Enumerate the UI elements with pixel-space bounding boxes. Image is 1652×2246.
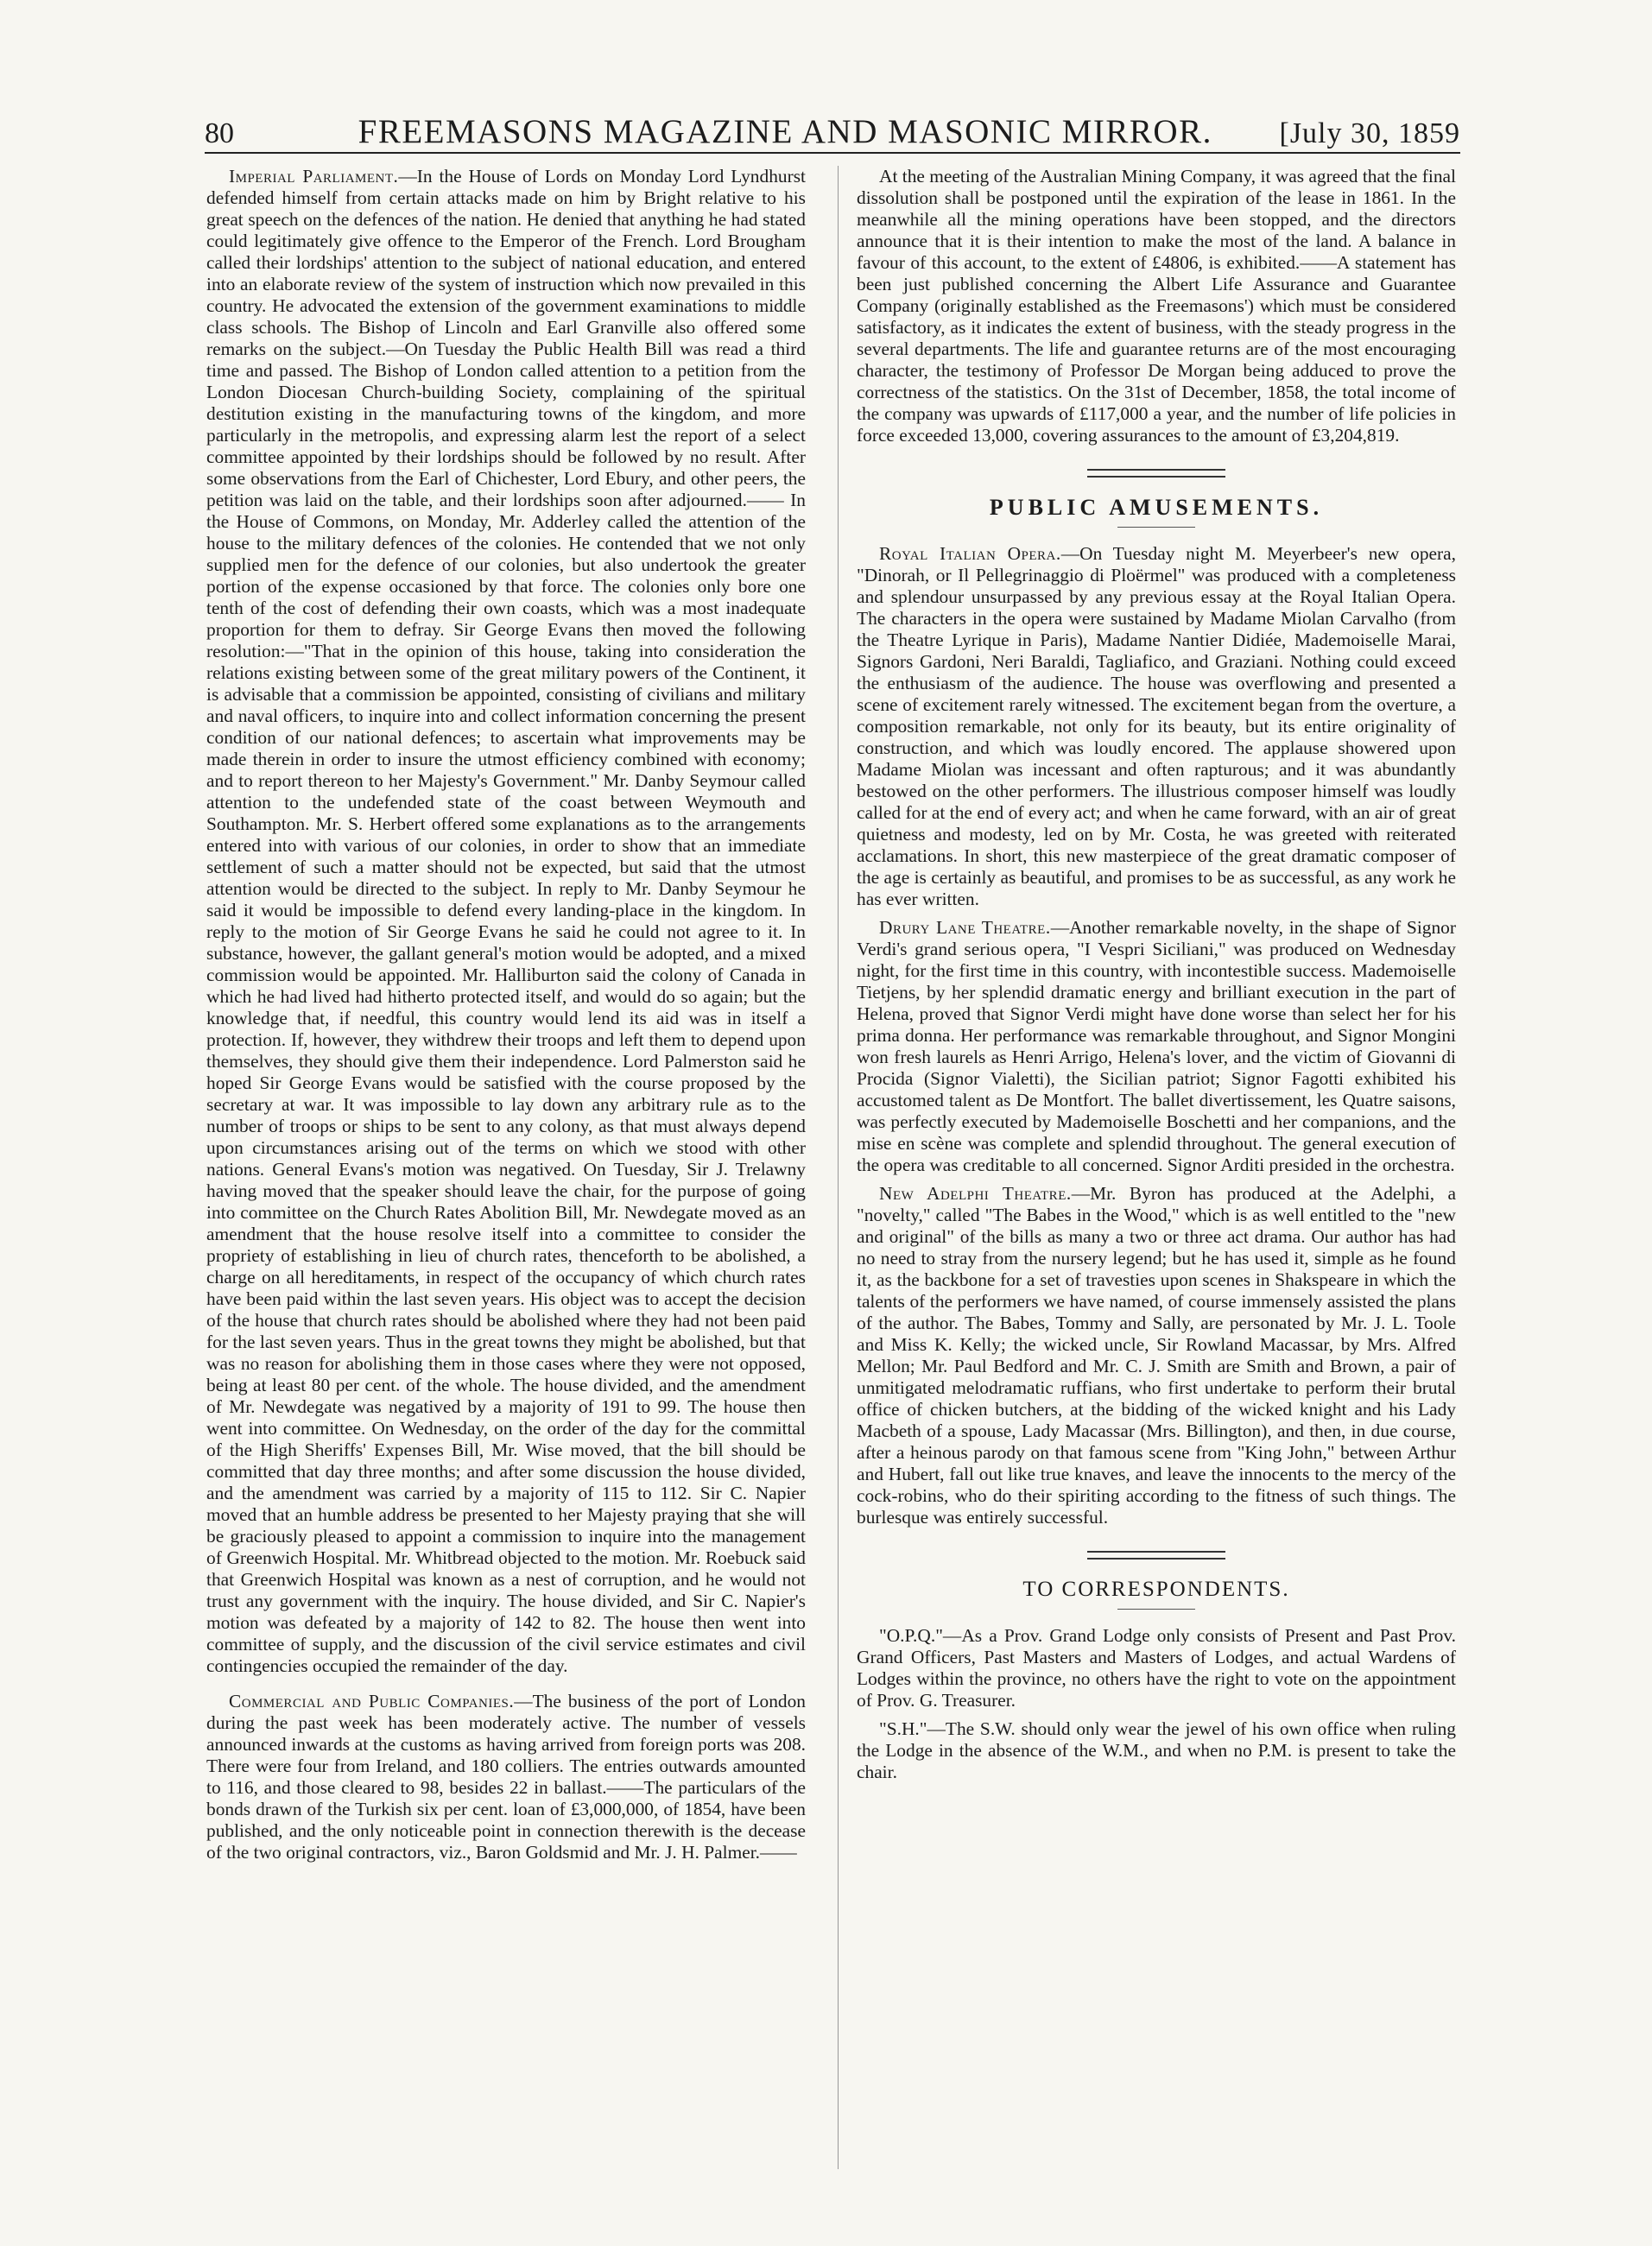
title-rule-2 xyxy=(1117,1609,1195,1610)
opera-body: —On Tuesday night M. Meyerbeer's new opera, "Dinorah, or Il Pellegrinaggio di Ploërmel" was produced with a completeness and splendour unsurpassed by any previous essay at the Royal Italian Opera. The characters in the opera were sustained by Madame Miolan Carvalho (from the Theatre Lyrique in Paris), Madame Nantier Didiée, Mademoiselle Marai, Signors Gardoni, Neri Baraldi, Tagliafico, and Graziani. Nothing could exceed the enthusiasm of the audience. The house was overflowing and presented a scene of excitement rarely witnessed. The excitement began from the overture, a composition remarkable, not only for its beauty, but its entire originality of construction, and which was loudly encored. The applause showered upon Madame Miolan was incessant and often rapturous; and it was abundantly bestowed on the other performers. The illustrious composer himself was loudly called for at the end of every act; and when he came forward, with an air of great quietness and modesty, led on by Mr. Costa, he was greeted with reiterated acclamations. In short, this new masterpiece of the great dramatic composer of the age is certainly as beautiful, and promises to be as successful, as any work he has ever written. xyxy=(857,543,1456,909)
parliament-body: —In the House of Lords on Monday Lord Lyndhurst defended himself from certain attacks made on him by Bright relative to his great speech on the defences of the nation. He denied that anything he had stated could legitimately give offence to the Emperor of the French. Lord Brougham called their lordships' attention to the subject of national education, and entered into an elaborate review of the system of instruction which now prevailed in this country. He advocated the extension of the government examinations to middle class schools. The Bishop of Lincoln and Earl Granville also offered some remarks on the subject.—On Tuesday the Public Health Bill was read a third time and passed. The Bishop of London called attention to a petition from the London Diocesan Church-building Society, complaining of the spiritual destitution existing in the manufacturing towns of the kingdom, and more particularly in the metropolis, and expressing alarm lest the report of a select committee appointed by their lordships should be followed by no result. After some observations from the Earl of Chichester, Lord Ebury, and other peers, the petition was laid on the table, and their lordships soon after adjourned.—— In the House of Commons, on Monday, Mr. Adderley called the attention of the house to the military defences of the colonies. He contended that we not only supplied men for the defence of our colonies, but also undertook the greater portion of the expense occasioned by that force. The colonies only bore one tenth of the cost of defending their own coasts, which was a most inadequate proportion for them to defray. Sir George Evans then moved the following resolution:—"That in the opinion of this house, taking into consideration the relations existing between some of the great military powers of the Continent, it is advisable that a commission be appointed, consisting of civilians and military and naval officers, to inquire into and collect information concerning the present condition of our national defences; to ascertain what improvements may be made therein in order to insure the utmost efficiency combined with economy; and to report thereon to her Majesty's Government." Mr. Danby Seymour called attention to the undefended state of the coast between Weymouth and Southampton. Mr. S. Herbert offered some explanations as to the arrangements entered into with various of our colonies, in order to show that an immediate settlement of such a matter should not be expected, but said that the utmost attention would be directed to the subject. In reply to Mr. Danby Seymour he said it would be impossible to defend every landing-place in the kingdom. In reply to the motion of Sir George Evans he said he could not agree to it. In substance, however, the gallant general's motion would be adopted, and a mixed commission would be appointed. Mr. Halliburton said the colony of Canada in which he had lived had hitherto protected itself, and would do so again; but the knowledge that, if needful, this country would lend its aid was in itself a protection. If, however, they withdrew their troops and left them to depend upon themselves, they should give them their independence. Lord Palmerston said he hoped Sir George Evans would be satisfied with the course proposed by the secretary at war. It was impossible to lay down any arbitrary rule as to the number of troops or ships to be sent to any colony, as that must always depend upon circumstances arising out of the terms on which we stood with other nations. General Evans's motion was negatived. On Tuesday, Sir J. Trelawny having moved that the speaker should leave the chair, for the purpose of going into committee on the Church Rates Abolition Bill, Mr. Newdegate moved as an amendment that the house resolve itself into a committee to consider the propriety of establishing in lieu of church rates, thenceforth to be abolished, a charge on all hereditaments, in respect of the occupancy of which church rates have been paid within the last seven years. His object was to accept the decision of the house that church rates should be abolished where they had not been paid for the last seven years. Thus in the great towns they might be abolished, but that was no reason for abolishing them in those cases where they were not opposed, being at least 80 per cent. of the whole. The house divided, and the amendment of Mr. Newdegate was negatived by a majority of 191 to 99. The house then went into committee. On Wednesday, on the order of the day for the committal of the High Sheriffs' Expenses Bill, Mr. Wise moved, that the bill should be committed that day three months; and after some discussion the house divided, and the amendment was carried by a majority of 115 to 112. Sir C. Napier moved that an humble address be presented to her Majesty praying that she will be graciously pleased to appoint a commission to inquire into the management of Greenwich Hospital. Mr. Whitbread objected to the motion. Mr. Roebuck said that Greenwich Hospital was known as a nest of corruption, and he would not trust any government with the inquiry. The house divided, and Sir C. Napier's motion was defeated by a majority of 142 to 82. The house then went into committee of supply, and the discussion of the civil service estimates and civil contingencies occupied the remainder of the day. xyxy=(206,166,806,1676)
opera-paragraph xyxy=(857,543,1456,910)
section-rule-2 xyxy=(1087,1551,1225,1560)
adelphi-paragraph xyxy=(857,1183,1456,1528)
amusements-title: PUBLIC AMUSEMENTS. xyxy=(989,495,1324,520)
title-rule xyxy=(1117,527,1195,528)
masthead-title: FREEMASONS MAGAZINE AND MASONIC MIRROR. xyxy=(358,113,1212,150)
mining-paragraph: At the meeting of the Australian Mining Company, it was agreed that the final dissolution shall be postponed until the expiration of the lease in 1861. In the meanwhile all the mining operations have been stopped, and the directors announce that it is their intention to make the most of the land. A balance in favour of this account, to the extent of £4806, is exhibited.——A statement has been just published concerning the Albert Life Assurance and Guarantee Company (originally established as the Freemasons') which must be considered satisfactory, as it indicates the extent of business, with the steady progress in the several departments. The life and guarantee returns are of the most encouraging character, the testimony of Professor De Morgan being adduced to prove the correctness of the statistics. On the 31st of December, 1858, the total income of the company was upwards of £117,000 a year, and the number of life policies in force exceeded 13,000, covering assurances to the amount of £3,204,819. xyxy=(857,166,1456,446)
correspondents-title: TO CORRESPONDENTS. xyxy=(1022,1578,1290,1601)
correspondent-opq: "O.P.Q."—As a Prov. Grand Lodge only consists of Present and Past Prov. Grand Officers, Past Masters and Masters of Lodges, and actual Wardens of Lodges within the province, no others have the right to vote on the appointment of Prov. G. Treasurer. xyxy=(857,1625,1456,1711)
page-header xyxy=(205,112,1460,154)
left-column xyxy=(206,166,806,1870)
issue-date: [July 30, 1859 xyxy=(1279,117,1460,149)
column-divider xyxy=(838,166,839,2169)
opera-heading: Royal Italian Opera. xyxy=(879,543,1061,564)
drury-heading: Drury Lane Theatre. xyxy=(879,917,1051,938)
drury-paragraph xyxy=(857,917,1456,1176)
section-rule xyxy=(1087,469,1225,478)
drury-body: —Another remarkable novelty, in the shape of Signor Verdi's grand serious opera, "I Vespri Siciliani," was produced on Wednesday night, for the first time in this country, with incontestible success. Mademoiselle Tietjens, by her splendid dramatic energy and brilliant execution in the part of Helena, proved that Signor Verdi might have done worse than select her for his prima donna. Her performance was remarkable throughout, and Signor Mongini won fresh laurels as Henri Arrigo, Helena's lover, and the victim of Giovanni di Procida (Signor Vialetti), the Sicilian patriot; Signor Fagotti exhibited his accustomed talent as De Montfort. The ballet divertissement, les Quatre saisons, was perfectly executed by Mademoiselle Boschetti and her companions, and the mise en scène was complete and splendid throughout. The general execution of the opera was creditable to all concerned. Signor Arditi presided in the orchestra. xyxy=(857,917,1456,1175)
page-number: 80 xyxy=(205,117,234,149)
parliament-paragraph xyxy=(206,166,806,1677)
adelphi-body: —Mr. Byron has produced at the Adelphi, a "novelty," called "The Babes in the Wood," which is as well entitled to the "new and original" of the bills as many a two or three act drama. Our author has had no need to stray from the nursery legend; but he has used it, simple as he found it, as the backbone for a set of travesties upon scenes in Shakspeare in which the talents of the performers we have named, of course immensely assisted the plans of the author. The Babes, Tommy and Sally, are personated by Mr. J. L. Toole and Miss K. Kelly; the wicked uncle, Sir Rowland Macassar, by Mrs. Alfred Mellon; Mr. Paul Bedford and Mr. C. J. Smith are Smith and Brown, a pair of unmitigated melodramatic ruffians, who first undertake to perform their brutal office of chicken butchers, at the bidding of the wicked knight and his Lady Macbeth of a spouse, Lady Macassar (Mrs. Billington), and then, in due course, after a heinous parody on that famous scene from "King John," between Arthur and Hubert, fall out like true knaves, and leave the innocents to the mercy of the cock-robins, who do their spiriting according to the fitness of such things. The burlesque was entirely successful. xyxy=(857,1183,1456,1528)
commercial-body: —The business of the port of London during the past week has been moderately active. The number of vessels announced inwards at the customs as having arrived from foreign ports was 208. There were four from Ireland, and 180 colliers. The entries outwards amounted to 116, and those cleared to 98, besides 22 in ballast.——The particulars of the bonds drawn of the Turkish six per cent. loan of £3,000,000, of 1854, have been published, and the only noticeable point in connection therewith is the decease of the two original contractors, viz., Baron Goldsmid and Mr. J. H. Palmer.—— xyxy=(206,1691,807,1863)
commercial-paragraph xyxy=(206,1691,806,1863)
right-column xyxy=(857,166,1456,1790)
parliament-heading: Imperial Parliament. xyxy=(229,166,399,187)
commercial-heading: Commercial and Public Companies. xyxy=(229,1691,515,1711)
adelphi-heading: New Adelphi Theatre. xyxy=(879,1183,1072,1204)
correspondent-sh: "S.H."—The S.W. should only wear the jewel of his own office when ruling the Lodge in the absence of the W.M., and when no P.M. is present to take the chair. xyxy=(857,1718,1456,1782)
